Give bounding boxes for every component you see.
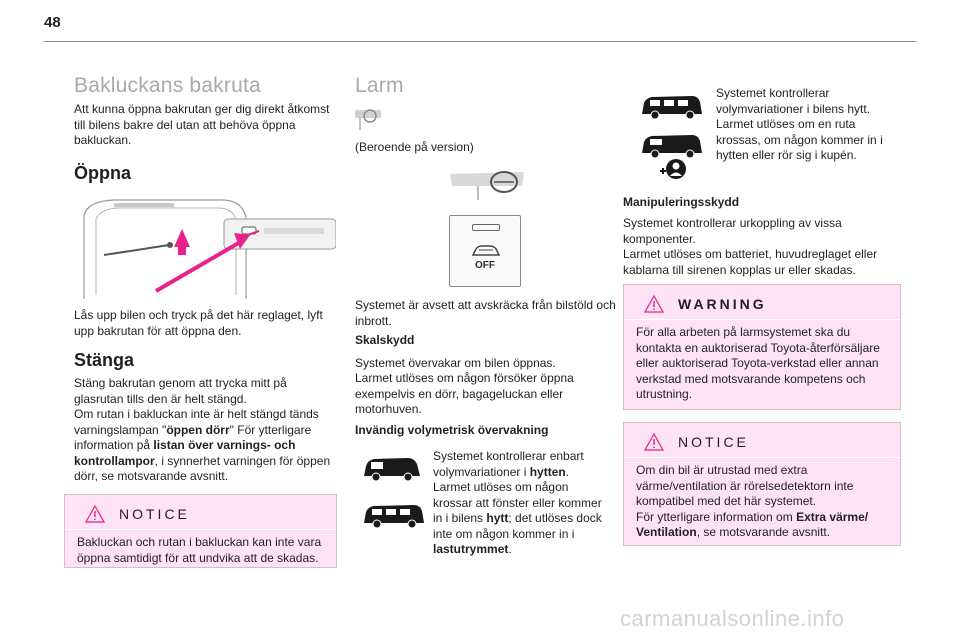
version-note: (Beroende på version) <box>355 140 474 154</box>
van-cabin-icon <box>362 456 422 482</box>
volumetric-text-part: Systemet kontrollerar enbart volymvariationer i <box>433 449 584 479</box>
alarm-purpose: Systemet är avsett att avskräcka från bilstöld och inbrott. <box>355 298 616 328</box>
alarm-off-button[interactable] <box>449 215 521 287</box>
footer-watermark: carmanualsonline.info <box>620 606 845 631</box>
rear-window-illustration <box>74 195 336 300</box>
steering-wheel-icon <box>355 108 381 132</box>
volumetric-text <box>433 449 603 558</box>
tamper-protection-heading: Manipuleringsskydd <box>623 195 740 209</box>
extra-heating-link-text: Extra värme/ Ventilation <box>636 509 869 539</box>
open-door-label: öppen dörr <box>166 422 230 437</box>
caution-icon <box>644 433 664 451</box>
notice-text-part: För ytterligare information om <box>636 509 797 524</box>
notice-text-part: , se motsvarande avsnitt. <box>696 525 831 539</box>
tamper-text-2: Larmet utlöses om batteriet, huvudreglaget eller kablarna till sirenen kopplas ur eller skadas. <box>623 247 878 277</box>
notice-title: NOTICE <box>678 434 749 450</box>
cab-monitoring-text: Systemet kontrollerar volymvariationer i bilens hytt. Larmet utlöses om en ruta krossas, om någon kommer in i hytten eller rör sig i kupén. <box>716 86 883 162</box>
warning-box <box>623 284 901 410</box>
warning-icon <box>644 295 664 313</box>
left-notice-header <box>85 505 190 523</box>
shell-protection-text-2: Larmet utlöses om någon försöker öppna exempelvis en dörr, bagageluckan eller motorhuven. <box>355 371 574 416</box>
page-number: 48 <box>44 14 61 31</box>
header-divider <box>44 41 916 42</box>
close-heading: Stänga <box>74 350 135 370</box>
right-notice-header <box>644 433 749 451</box>
close-text-part: " För ytterligare information på <box>74 422 312 452</box>
right-notice-box <box>623 422 901 546</box>
open-instructions: Lås upp bilen och tryck på det här reglaget, lyft upp bakrutan för att öppna den. <box>74 308 323 338</box>
warning-lamps-link-text: listan över varnings- och kontrollampor <box>74 438 296 468</box>
close-instructions-2 <box>74 407 342 485</box>
car-alarm-icon <box>470 244 502 258</box>
shell-protection-text-1: Systemet övervakar om bilen öppnas. <box>355 356 556 370</box>
close-text-part: , i synnerhet varningen för öppen dörr, se motsvarande avsnitt. <box>74 453 331 483</box>
van-intrusion-icon <box>640 133 708 181</box>
section-title-rear-window: Bakluckans bakruta <box>74 74 261 97</box>
tamper-text-1: Systemet kontrollerar urkoppling av vissa komponenter. <box>623 216 842 246</box>
notice-text-part: Om din bil är utrustad med extra värme/ventilation är rörelsedetektorn inte kompatibel med det här systemet. <box>636 463 854 508</box>
section-title-alarm: Larm <box>355 74 404 97</box>
caution-icon <box>85 505 105 523</box>
warning-header <box>644 295 767 313</box>
right-notice-text <box>636 463 890 541</box>
notice-title: NOTICE <box>119 506 190 522</box>
left-notice-box <box>64 494 337 568</box>
van-cargo-icon <box>362 503 426 529</box>
volumetric-text-part: . <box>565 464 570 479</box>
volumetric-text-part: ; det utlöses dock inte om någon kommer in i <box>433 511 602 541</box>
volumetric-bold-cargo: lastutrymmet <box>433 542 509 556</box>
volumetric-heading: Invändig volymetrisk övervakning <box>355 423 549 437</box>
left-notice-text: Bakluckan och rutan i bakluckan kan inte vara öppna samtidigt för att undvika att de skadas. <box>77 535 322 565</box>
close-instructions-1: Stäng bakrutan genom att trycka mitt på glasrutan tills den är helt stängd. <box>74 376 287 406</box>
volumetric-text-part: Larmet utlöses om någon krossar att fönster eller kommer in i bilens <box>433 480 602 525</box>
volumetric-bold-cabin: hytten <box>529 464 566 479</box>
off-label: OFF <box>475 260 495 271</box>
warning-title: WARNING <box>678 296 767 312</box>
dashboard-steering-illustration <box>448 168 528 204</box>
warning-divider <box>624 319 900 320</box>
close-text-part: Om rutan i bakluckan inte är helt stängd tänds varningslampan " <box>74 407 319 437</box>
button-slot <box>472 224 500 231</box>
volumetric-bold-cab: hytt <box>486 511 509 525</box>
volumetric-text-part: . <box>508 542 512 556</box>
rear-window-intro: Att kunna öppna bakrutan ger dig direkt åtkomst till bilens bakre del utan att behöva öppna bakluckan. <box>74 102 330 147</box>
notice-divider <box>65 529 336 530</box>
van-side-icon <box>640 94 704 120</box>
warning-text: För alla arbeten på larmsystemet ska du kontakta en auktoriserad Toyota-återförsäljare eller auktoriserad Toyota-verkstad eller annan verkstad med motsvarande kompetens och utrustning. <box>636 325 880 401</box>
open-heading: Öppna <box>74 163 131 183</box>
shell-protection-heading: Skalskydd <box>355 333 415 347</box>
notice-divider <box>624 457 900 458</box>
